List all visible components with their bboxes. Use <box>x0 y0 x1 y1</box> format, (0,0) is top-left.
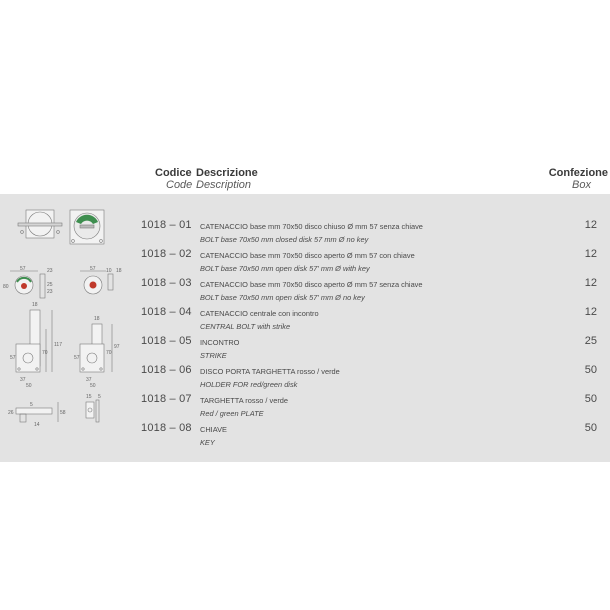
central-bolt-drawing-2 <box>74 316 120 389</box>
dim-label: 26 <box>8 410 14 416</box>
dim-label: 23 <box>47 268 53 274</box>
dim-label: 57 <box>90 266 96 272</box>
dim-label: 23 <box>47 289 53 295</box>
dim-label: 37 <box>86 377 92 383</box>
plate-drawing <box>86 394 101 422</box>
dim-label: 57 <box>20 266 26 272</box>
description-en: Red / green PLATE <box>200 409 264 418</box>
dim-label: 80 <box>3 284 9 290</box>
box-quantity: 50 <box>584 422 597 434</box>
description-en: CENTRAL BOLT with strike <box>200 322 291 331</box>
box-header <box>549 167 608 191</box>
box-quantity: 50 <box>584 364 597 376</box>
round-bolt-drawing-1 <box>3 266 53 298</box>
dim-label: 10 <box>106 268 112 274</box>
description-en: KEY <box>200 438 215 447</box>
dim-label: 14 <box>34 422 40 428</box>
box-quantity: 50 <box>584 393 597 405</box>
dim-label: 18 <box>94 316 100 322</box>
bolt-drawing-disk <box>70 210 104 244</box>
description-it: CATENACCIO base mm 70x50 disco aperto Ø mm 57 senza chiave <box>200 280 423 289</box>
round-bolt-drawing-2 <box>80 266 122 294</box>
description-header-en: Description <box>196 179 252 191</box>
description-it: TARGHETTA rosso / verde <box>200 396 289 405</box>
dim-label: 18 <box>116 268 122 274</box>
dim-label: 70 <box>42 350 48 356</box>
dim-label: 37 <box>20 377 26 383</box>
product-code: 1018 – 03 <box>141 277 192 289</box>
product-code: 1018 – 06 <box>141 364 192 376</box>
description-it: CATENACCIO centrale con incontro <box>200 309 319 318</box>
box-quantity: 12 <box>584 219 597 231</box>
product-code: 1018 – 04 <box>141 306 192 318</box>
description-header-it: Descrizione <box>196 167 258 179</box>
dim-label: 97 <box>114 344 120 350</box>
dim-label: 117 <box>54 342 62 348</box>
box-quantity: 25 <box>584 335 597 347</box>
central-bolt-drawing <box>10 302 62 389</box>
product-code: 1018 – 05 <box>141 335 192 347</box>
dim-label: 58 <box>60 410 66 416</box>
bolt-drawing-closed <box>18 210 62 238</box>
description-en: BOLT base 70x50 mm closed disk 57 mm Ø no key <box>200 235 369 244</box>
dim-label: 18 <box>32 302 38 308</box>
product-code: 1018 – 08 <box>141 422 192 434</box>
description-it: CATENACCIO base mm 70x50 disco chiuso Ø mm 57 senza chiave <box>200 222 423 231</box>
code-header <box>155 167 192 191</box>
box-quantity: 12 <box>584 248 597 260</box>
description-it: CATENACCIO base mm 70x50 disco aperto Ø mm 57 con chiave <box>200 251 415 260</box>
description-it: CHIAVE <box>200 425 227 434</box>
dim-label: 50 <box>26 383 32 389</box>
product-code: 1018 – 01 <box>141 219 192 231</box>
description-header <box>196 167 258 191</box>
dim-label: 57 <box>74 355 80 361</box>
description-en: BOLT base 70x50 mm open disk 57' mm Ø no key <box>200 293 365 302</box>
description-en: BOLT base 70x50 mm open disk 57' mm Ø with key <box>200 264 370 273</box>
code-header-en: Code <box>166 179 193 191</box>
dim-label: 50 <box>90 383 96 389</box>
code-header-it: Codice <box>155 167 192 179</box>
dim-label: 15 <box>86 394 92 400</box>
product-code: 1018 – 07 <box>141 393 192 405</box>
description-en: STRIKE <box>200 351 227 360</box>
box-quantity: 12 <box>584 277 597 289</box>
table-header <box>0 163 610 193</box>
dim-label: 5 <box>30 402 33 408</box>
technical-drawings <box>0 194 140 462</box>
box-header-en: Box <box>572 179 591 191</box>
description-en: HOLDER FOR red/green disk <box>200 380 298 389</box>
dim-label: 70 <box>106 350 112 356</box>
dim-label: 57 <box>10 355 16 361</box>
description-it: INCONTRO <box>200 338 240 347</box>
product-code: 1018 – 02 <box>141 248 192 260</box>
dim-label: 25 <box>47 282 53 288</box>
key-drawing <box>8 402 66 428</box>
box-header-it: Confezione <box>548 167 608 179</box>
dim-label: 5 <box>98 394 101 400</box>
box-quantity: 12 <box>584 306 597 318</box>
description-it: DISCO PORTA TARGHETTA rosso / verde <box>200 367 340 376</box>
